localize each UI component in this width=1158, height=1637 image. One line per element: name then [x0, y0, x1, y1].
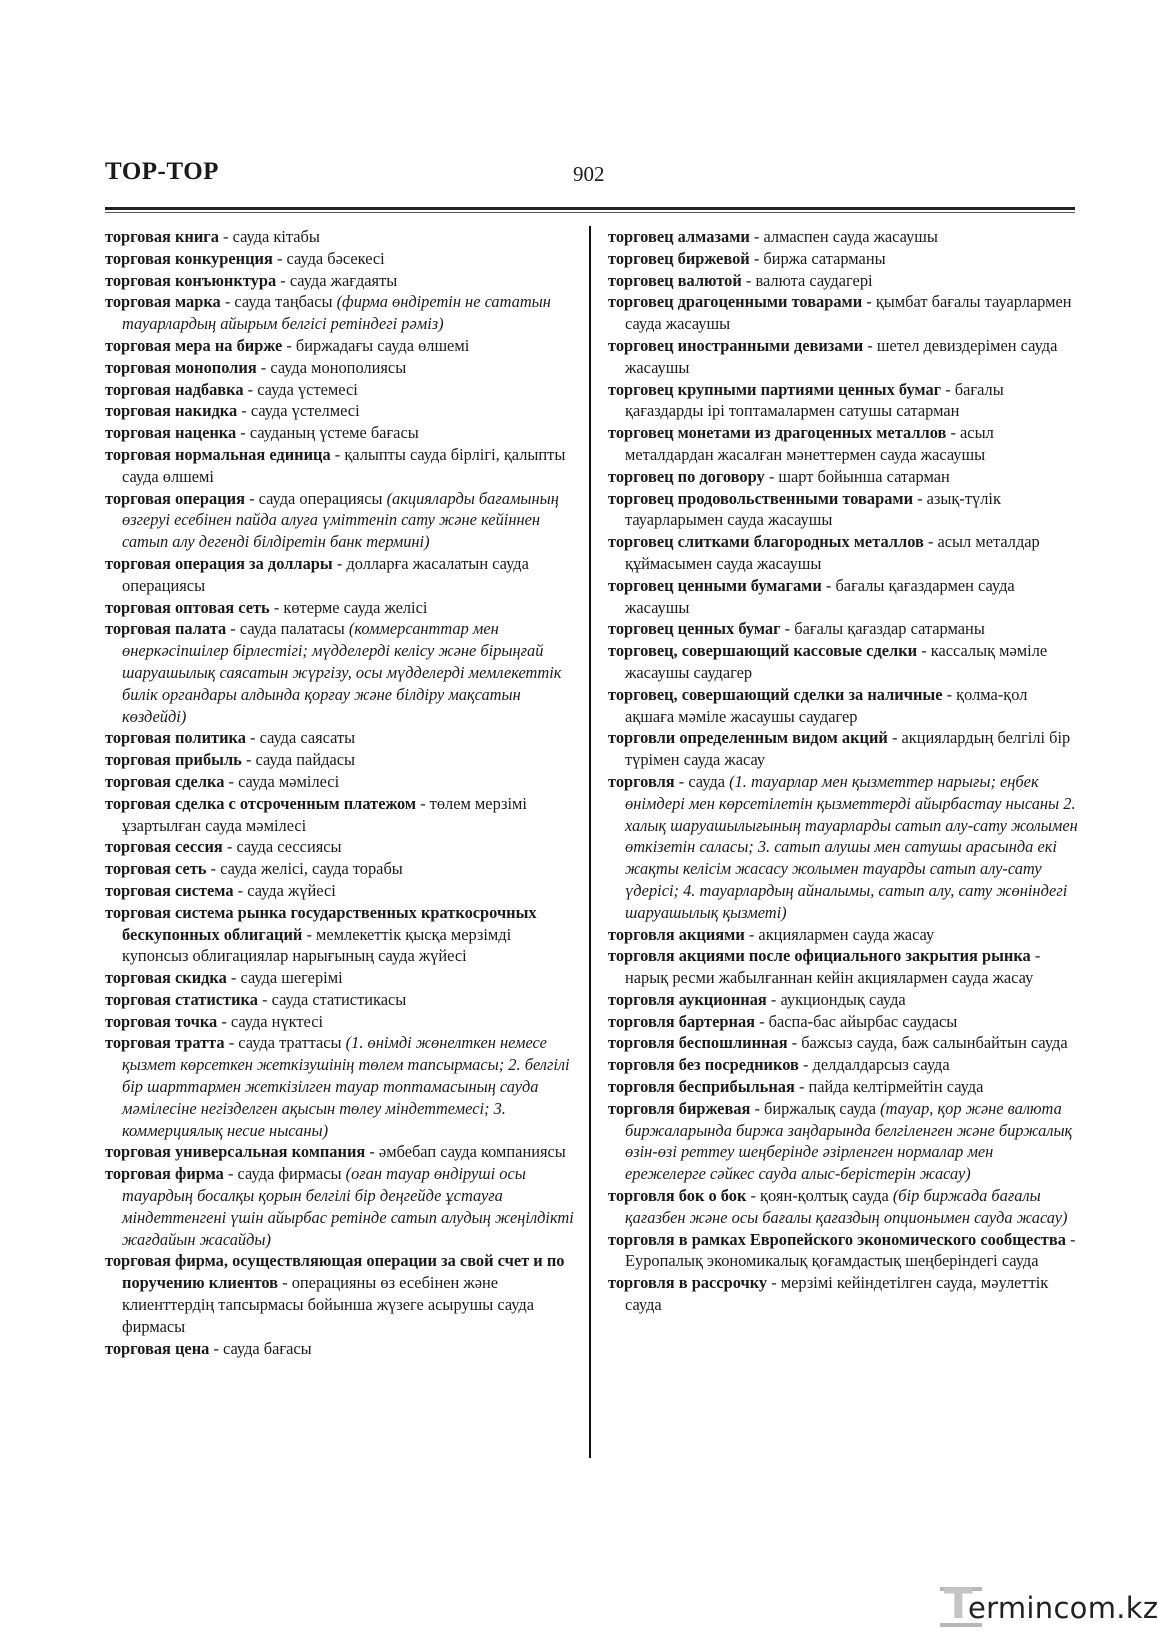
entry-term: торговая операция за доллары — [105, 553, 333, 573]
dictionary-entry — [105, 793, 577, 837]
dictionary-entry — [608, 640, 1078, 684]
entry-term: торговец слитками благородных металлов — [608, 532, 924, 552]
entry-definition: - операцияны өз есебінен және клиенттердің тапсырмасы бойынша жүзеге асырушы сауда фирмасы — [122, 1273, 535, 1336]
entry-term: торговая операция — [105, 488, 245, 508]
entry-term: торговец, совершающий кассовые сделки — [608, 641, 918, 661]
entry-definition: - валюта саудагері — [741, 270, 873, 290]
entry-definition: - пайда келтірмейтін сауда — [794, 1077, 984, 1097]
entry-definition: - сауда траттасы — [224, 1033, 346, 1053]
entry-definition: - сауда операциясы — [244, 488, 387, 508]
entry-term: торговая точка — [105, 1011, 218, 1031]
entry-term: торговая политика — [105, 728, 246, 748]
entry-term: торговец крупными партиями ценных бумаг — [608, 379, 942, 399]
entry-term: торговая сеть — [105, 859, 207, 879]
dictionary-entry — [105, 597, 577, 619]
entry-definition: - долларға жасалатын сауда операциясы — [122, 553, 529, 595]
entry-definition: - сауда саясаты — [245, 728, 356, 748]
entry-term: торговец монетами из драгоценных металлов — [608, 423, 947, 443]
entry-term: торговец алмазами — [608, 227, 750, 246]
dictionary-entry — [608, 466, 1078, 488]
entry-term: торговая фирма, осуществляющая операции за свой счет и по поручению клиентов — [105, 1251, 565, 1293]
entry-term: торговая нормальная единица — [105, 444, 331, 464]
dictionary-entry — [105, 379, 577, 401]
entry-definition: - көтерме сауда желісі — [269, 597, 428, 617]
dictionary-entry — [105, 1141, 577, 1163]
dictionary-entry — [608, 335, 1078, 379]
dictionary-entry — [608, 270, 1078, 292]
entry-term: торговая книга — [105, 227, 219, 246]
entry-term: торговая тратта — [105, 1033, 225, 1053]
entry-definition: - алмаспен сауда жасаушы — [749, 227, 938, 246]
dictionary-entry — [105, 836, 577, 858]
entry-definition: - сауда шегерімі — [226, 968, 343, 988]
dictionary-entry — [105, 444, 577, 488]
entry-term: торговец иностранными девизами — [608, 335, 864, 355]
entry-term: торговая надбавка — [105, 379, 244, 399]
entry-term: торговля бартерная — [608, 1011, 756, 1031]
dictionary-entry — [608, 945, 1078, 989]
entry-term: торговец драгоценными товарами — [608, 292, 863, 312]
entry-definition: - сауда үстемесі — [243, 379, 358, 399]
dictionary-entry — [105, 771, 577, 793]
entry-note: (бір биржада бағалы қағазбен және осы бағалы қағаздың опционымен сауда жасау) — [625, 1186, 1068, 1227]
entry-note: (фирма өндіретін не сататын тауарлардың айырым белгісі ретіндегі рәміз) — [122, 292, 551, 334]
dictionary-entry — [105, 1338, 577, 1360]
entry-term: торговая сделка с отсроченным платежом — [105, 793, 416, 813]
dictionary-entry — [608, 1098, 1078, 1185]
entry-term: торговая прибыль — [105, 750, 242, 770]
entry-term: торговая сделка — [105, 771, 225, 791]
entry-term: торговая конъюнктура — [105, 270, 277, 290]
entry-definition: - сауда фирмасы — [223, 1164, 346, 1184]
entry-term: торговля бесприбыльная — [608, 1077, 795, 1097]
dictionary-entry — [608, 1054, 1078, 1076]
entry-definition: - сауда мәмілесі — [224, 771, 340, 791]
dictionary-entry — [105, 488, 577, 553]
dictionary-entry — [105, 335, 577, 357]
dictionary-entry — [608, 618, 1078, 640]
entry-definition: - сауда пайдасы — [241, 750, 356, 770]
entry-definition: - бағалы қағаздарды ірі топтамалармен сатушы сатарман — [625, 379, 1004, 421]
entry-definition: - нарық ресми жабылғаннан кейін акциялармен сауда жасау — [625, 946, 1041, 988]
entry-term: торговая мера на бирже — [105, 335, 283, 355]
entry-definition: - мемлекеттік қысқа мерзімді купонсыз облигациялар нарығының сауда жүйесі — [122, 924, 512, 966]
dictionary-entry — [105, 727, 577, 749]
dictionary-entry — [105, 400, 577, 422]
dictionary-entry — [608, 1032, 1078, 1054]
entry-definition: - азық-түлік тауарларымен сауда жасаушы — [625, 488, 1001, 530]
dictionary-entry — [608, 488, 1078, 532]
dictionary-entry — [105, 967, 577, 989]
entry-definition: - сауда кітабы — [218, 227, 320, 246]
dictionary-entry — [105, 357, 577, 379]
entry-term: торговец ценных бумаг — [608, 619, 781, 639]
entry-definition: - делдалдарсыз сауда — [798, 1055, 950, 1075]
dictionary-entry — [608, 248, 1078, 270]
entry-definition: - сауда бәсекесі — [272, 248, 385, 268]
entry-definition: - Еуропалық экономикалық қоғамдастық шеңберіндегі сауда — [625, 1229, 1076, 1271]
entry-definition: - сауда сессиясы — [222, 837, 342, 857]
entry-definition: - сауда монополиясы — [256, 357, 407, 377]
entry-definition: - қоян-қолтық сауда — [746, 1186, 893, 1206]
entry-definition: - биржадағы сауда өлшемі — [282, 335, 470, 355]
entry-definition: - шетел девиздерімен сауда жасаушы — [625, 335, 1058, 377]
entry-definition: - аукциондық сауда — [766, 989, 906, 1009]
header-rule-thin — [105, 212, 1075, 213]
left-column — [105, 226, 577, 1359]
dictionary-entry — [608, 1272, 1078, 1316]
entry-definition: - мерзімі кейіндетілген сауда, мәулеттік сауда — [625, 1273, 1049, 1315]
entry-term: торговец ценными бумагами — [608, 575, 822, 595]
entry-term: торговля бок о бок — [608, 1186, 747, 1206]
dictionary-entry — [105, 248, 577, 270]
entry-term: торговая монополия — [105, 357, 257, 377]
entry-term: торговая наценка — [105, 423, 237, 443]
entry-definition: - қалыпты сауда бірлігі, қалыпты сауда өлшемі — [122, 444, 566, 486]
entry-definition: - бағалы қағаздар сатарманы — [780, 619, 985, 639]
dictionary-entry — [105, 270, 577, 292]
entry-definition: - бағалы қағаздармен сауда жасаушы — [625, 575, 1015, 617]
entry-term: торговля аукционная — [608, 989, 767, 1009]
entry-definition: - бажсыз сауда, баж салынбайтын сауда — [787, 1033, 1068, 1053]
entry-term: торговля беспошлинная — [608, 1033, 788, 1053]
entry-term: торговая палата — [105, 619, 227, 639]
page-header-title: ТОР-ТОР — [105, 158, 219, 185]
entry-definition: - сауда желісі, сауда торабы — [206, 859, 403, 879]
entry-note: (акцияларды бағамының өзгеруі есебінен пайда алуға үміттеніп сату және кейіннен сатып алу дегенді білдіретін банк термині) — [122, 488, 559, 552]
dictionary-entry — [105, 1011, 577, 1033]
entry-term: торговая оптовая сеть — [105, 597, 270, 617]
entry-definition: - акциялармен сауда жасау — [744, 924, 935, 944]
entry-term: торговая система — [105, 880, 234, 900]
entry-term: торговая цена — [105, 1338, 210, 1358]
entry-definition: - әмбебап сауда компаниясы — [365, 1142, 566, 1162]
entry-term: торговля акциями после официального закрытия рынка — [608, 946, 1031, 966]
dictionary-entry — [105, 1250, 577, 1337]
dictionary-entry — [105, 226, 577, 248]
dictionary-entry — [608, 291, 1078, 335]
entry-definition: - төлем мерзімі ұзартылған сауда мәмілесі — [122, 793, 527, 835]
dictionary-entry — [105, 902, 577, 967]
entry-term: торговая сессия — [105, 837, 223, 857]
dictionary-entry — [105, 1032, 577, 1141]
entry-term: торговец биржевой — [608, 248, 750, 268]
entry-term: торговая статистика — [105, 989, 258, 1009]
dictionary-entry — [105, 880, 577, 902]
dictionary-entry — [105, 618, 577, 727]
entry-term: торговля биржевая — [608, 1098, 751, 1118]
entry-term: торговля в рамках Европейского экономического сообщества — [608, 1229, 1066, 1249]
entry-term: торговец валютой — [608, 270, 742, 290]
entry-definition: - сауда жүйесі — [233, 880, 336, 900]
dictionary-entry — [608, 226, 1078, 248]
entry-term: торговец продовольственными товарами — [608, 488, 914, 508]
dictionary-entry — [608, 989, 1078, 1011]
entry-definition: - сауда жағдаяты — [276, 270, 398, 290]
entry-definition: - сауда — [674, 771, 730, 791]
entry-definition: - сауданың үстеме бағасы — [236, 423, 419, 443]
entry-term: торговая фирма — [105, 1164, 224, 1184]
entry-note: (1. өнімді жөнелткен немесе қызмет көрсеткен жеткізушінің төлем тапсырмасы; 2. белгілі бір шарттармен жеткізілген тауар топтамасының сауда мәмілесіне негізделген ақысын төлеу міндеттемесі; 3. коммерциялық несие нысаны) — [122, 1033, 570, 1140]
entry-term: торговли определенным видом акций — [608, 728, 888, 748]
entry-note: (коммерсанттар мен өнеркәсіпшілер бірлестігі; мүдделерді келісу және бірыңғай шаруашылық саясатын жүргізу, осы мүдделерді мемлекеттік билік органдары алдында қорғау және білдіру мақсатын көздейді) — [122, 619, 562, 726]
entry-definition: - шарт бойынша сатарман — [764, 466, 950, 486]
right-column — [608, 226, 1078, 1316]
dictionary-entry — [608, 422, 1078, 466]
dictionary-entry — [608, 1185, 1078, 1229]
watermark-text: ermincom.kz — [968, 1591, 1158, 1625]
dictionary-entry — [608, 531, 1078, 575]
entry-term: торговля без посредников — [608, 1055, 799, 1075]
entry-definition: - асыл металдар құймасымен сауда жасаушы — [625, 532, 1040, 573]
dictionary-entry — [608, 379, 1078, 423]
dictionary-entry — [608, 1229, 1078, 1273]
header-rule-thick — [105, 207, 1075, 210]
entry-definition: - биржа сатарманы — [749, 248, 886, 268]
entry-term: торговая универсальная компания — [105, 1142, 366, 1162]
entry-term: торговля в рассрочку — [608, 1273, 768, 1293]
entry-term: торговец по договору — [608, 466, 765, 486]
dictionary-entry — [105, 1163, 577, 1250]
entry-definition: - асыл металдардан жасалған мәнеттермен сауда жасаушы — [625, 423, 994, 464]
column-divider — [589, 226, 591, 1458]
dictionary-entry — [105, 553, 577, 597]
entry-note: (оған тауар өндіруші осы тауардың босалқы қорын белгілі бір деңгейде ұстауға міндеттенгені үшін айырбас ретінде сатып алудың жеңілдікті жағдайын жасайды) — [122, 1164, 574, 1249]
entry-term: торговля акциями — [608, 924, 745, 944]
dictionary-entry — [608, 771, 1078, 924]
dictionary-entry — [608, 727, 1078, 771]
entry-note: (1. тауарлар мен қызметтер нарығы; еңбек өнімдері мен көрсетілетін қызметтерді айырбастау нысаны 2. халық шаруашылығының тауарларды сатып алу-сату жолымен өткізетін саласы; 3. сатып алушы мен сатушы арасында екі жақты келісім жасасу жолымен тауарды сатып алу-сату үдерісі; 4. тауарлардың айналымы, сатып алу, сату жөніндегі шаруашылық қызметі) — [625, 771, 1078, 922]
watermark-logo — [940, 1579, 1158, 1629]
dictionary-entry — [608, 1011, 1078, 1033]
entry-term: торговля — [608, 771, 675, 791]
entry-term: торговая конкуренция — [105, 248, 273, 268]
dictionary-entry — [105, 422, 577, 444]
entry-term: торговая марка — [105, 292, 221, 312]
dictionary-entry — [608, 575, 1078, 619]
entry-term: торговая скидка — [105, 968, 227, 988]
entry-term: торговая накидка — [105, 401, 238, 421]
entry-definition: - сауда нүктесі — [217, 1011, 324, 1031]
entry-definition: - сауда бағасы — [209, 1338, 312, 1358]
entry-note: (тауар, қор және валюта биржаларында биржа заңдарында белгіленген және биржалық өзін-өзі реттеу шеңберінде әзірленген нормалар мен ережелерге сәйкес сауда алыс-берістерін жасау) — [625, 1098, 1073, 1184]
dictionary-entry — [105, 989, 577, 1011]
dictionary-entry — [105, 858, 577, 880]
entry-definition: - кассалық мәміле жасаушы саудагер — [625, 641, 1048, 682]
entry-term: торговец, совершающий сделки за наличные — [608, 684, 943, 704]
entry-definition: - қымбат бағалы тауарлармен сауда жасаушы — [625, 292, 1072, 334]
entry-definition: - қолма-қол ақшаға мәміле жасаушы саудагер — [625, 684, 1028, 726]
watermark-letter: T — [944, 1579, 973, 1628]
entry-definition: - акциялардың белгілі бір түрімен сауда жасау — [625, 728, 1071, 770]
entry-definition: - сауда статистикасы — [257, 989, 407, 1009]
entry-definition: - сауда таңбасы — [220, 292, 337, 312]
entry-term: торговая система рынка государственных краткосрочных бескупонных облигаций — [105, 902, 537, 944]
dictionary-entry — [105, 749, 577, 771]
dictionary-entry — [608, 1076, 1078, 1098]
page-number: 902 — [573, 162, 605, 186]
entry-definition: - биржалық сауда — [750, 1098, 881, 1118]
dictionary-entry — [608, 924, 1078, 946]
entry-definition: - баспа-бас айырбас саудасы — [755, 1011, 958, 1031]
dictionary-entry — [608, 684, 1078, 728]
entry-definition: - сауда үстелмесі — [237, 401, 360, 421]
entry-definition: - сауда палатасы — [226, 619, 349, 639]
dictionary-entry — [105, 291, 577, 335]
